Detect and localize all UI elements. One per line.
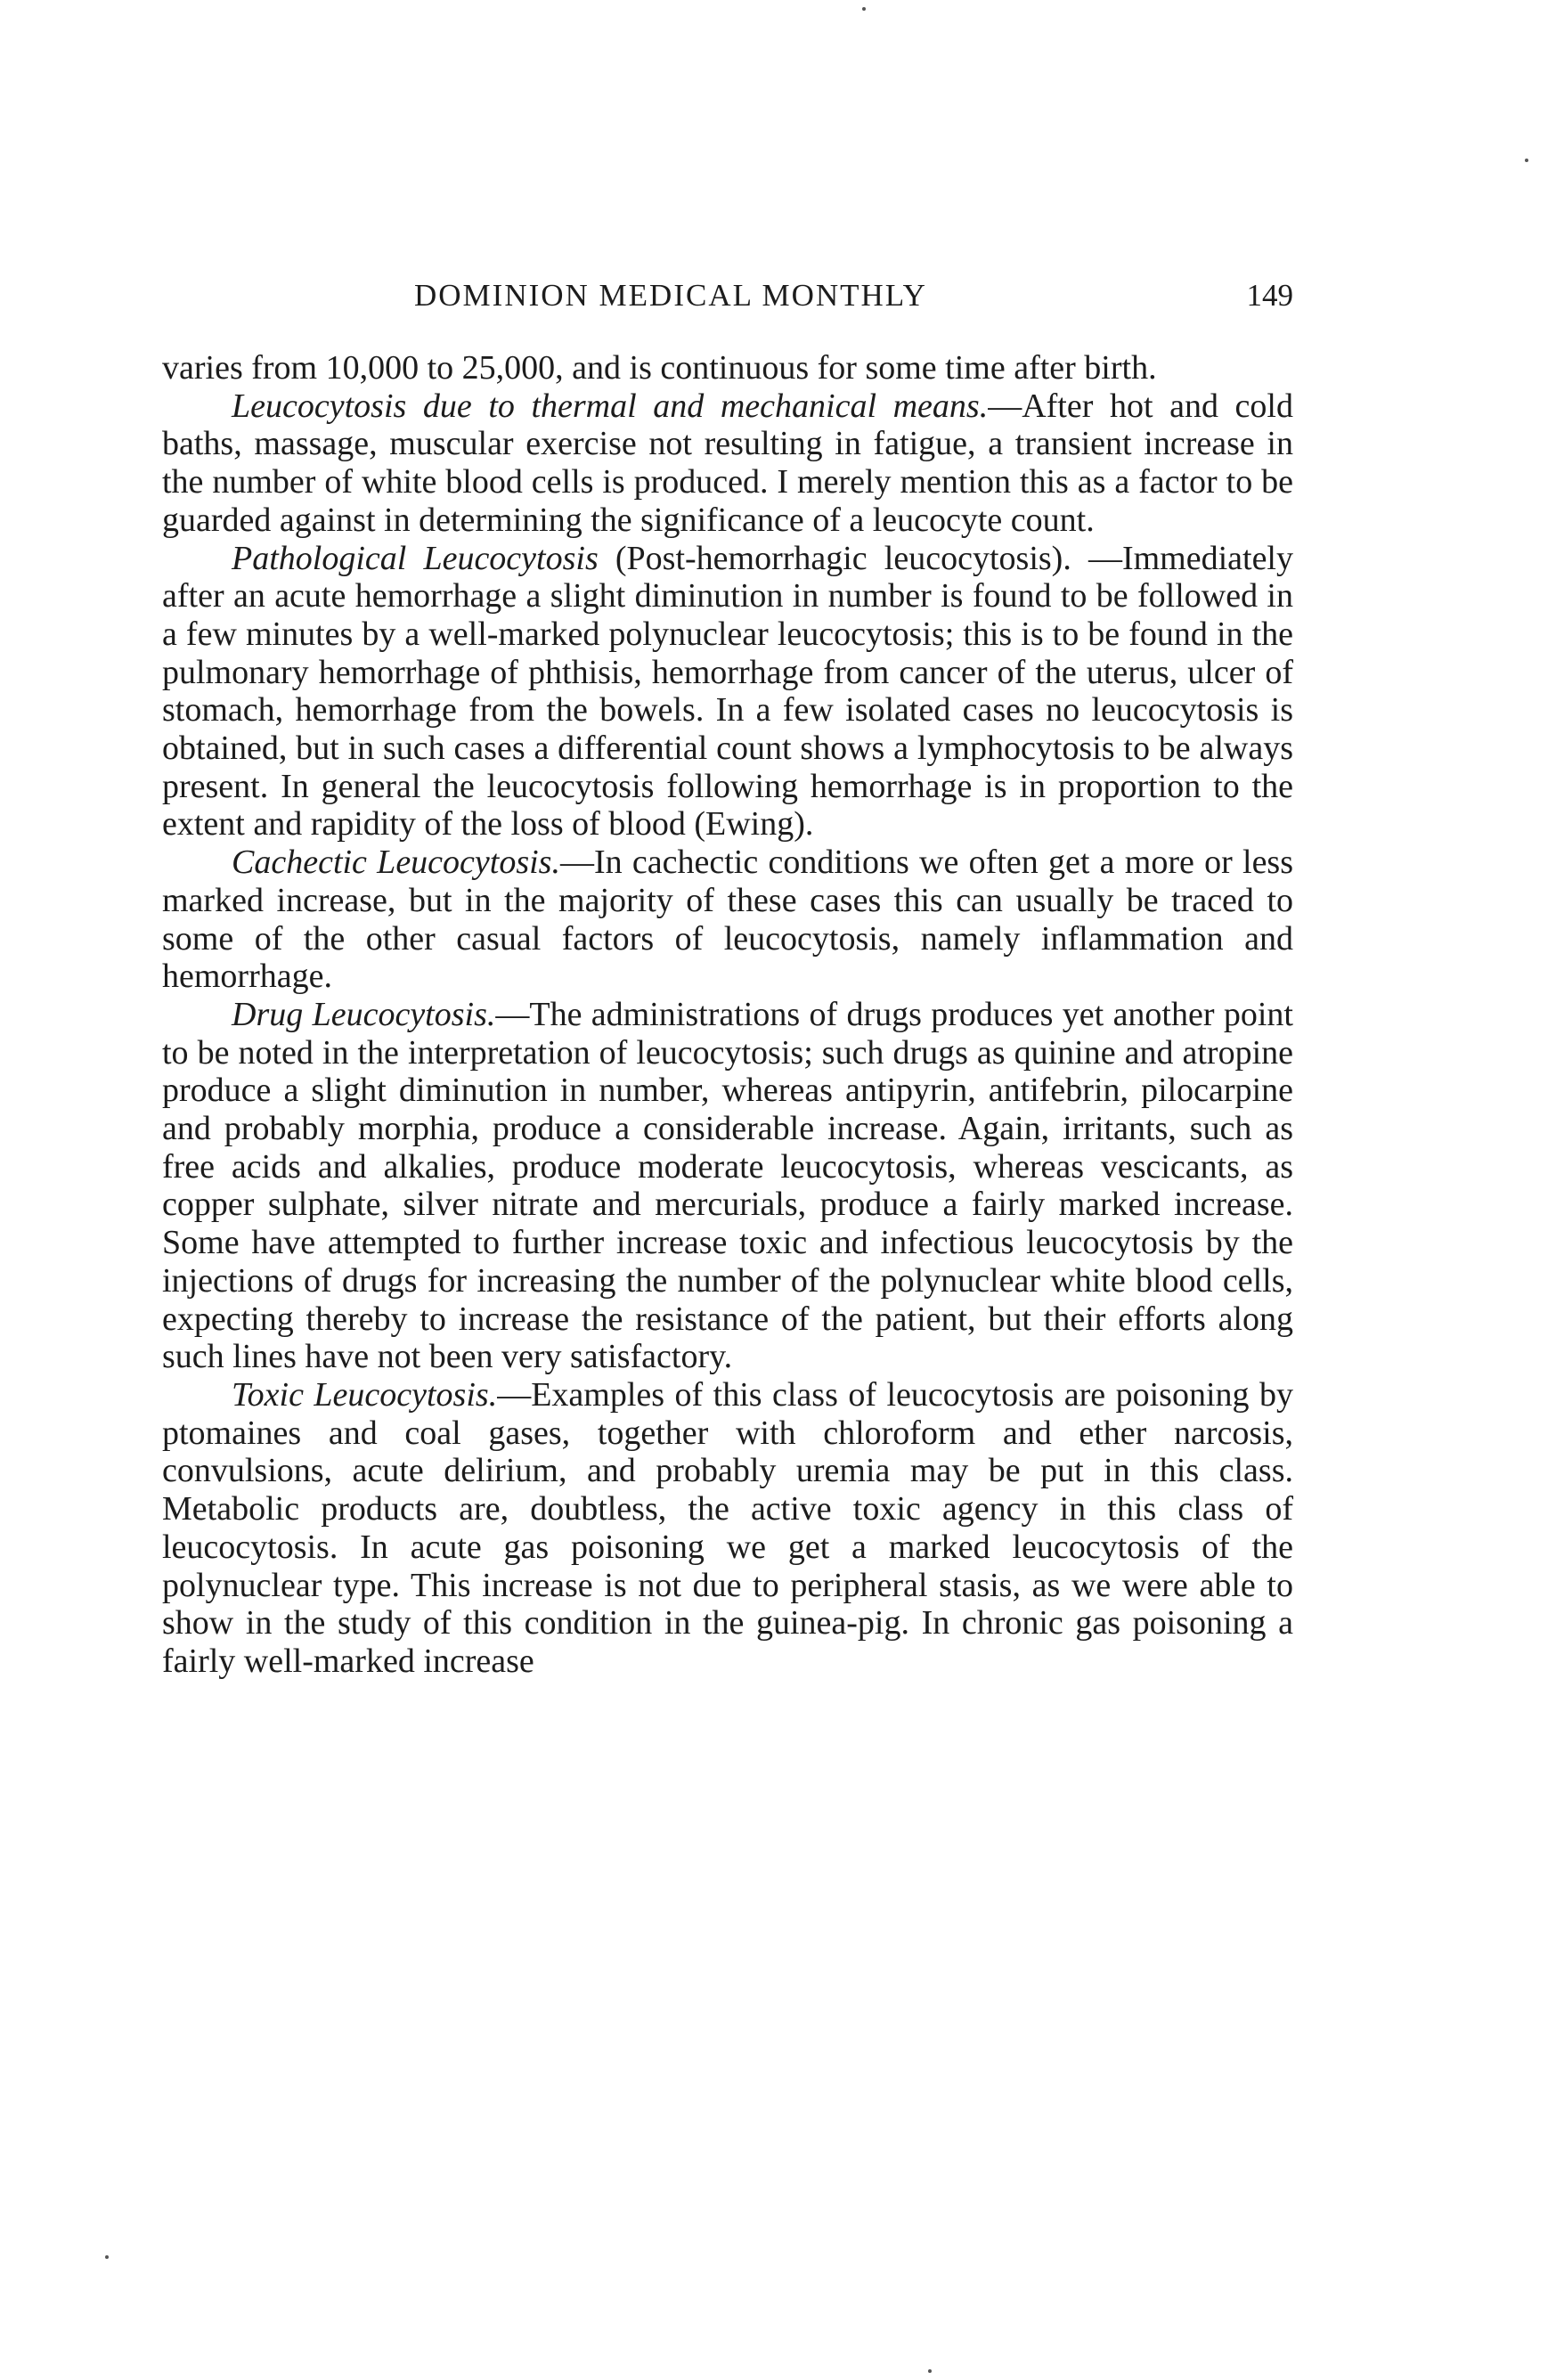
paragraph-text: (Post-hemorrhagic leucocytosis). —Immediately after an acute hemorrhage a slight diminution in number is found to be followed in a few minutes by a well-marked polynuclear leucocytosis; this is to be found in the pulmonary hemorrhage of phthisis, hemorrhage from cancer of the uterus, ulcer of stomach, hemorrhage from the bowels. In a few isolated cases no leucocytosis is obtained, but in such cases a differential count shows a lymphocytosis to be always present. In general the leucocytosis following hemorrhage is in proportion to the extent and rapidity of the loss of blood (Ewing). bbox=[162, 539, 1293, 844]
paragraph-text: varies from 10,000 to 25,000, and is continuous for some time after birth. bbox=[162, 349, 1157, 387]
paragraph-text: —Examples of this class of leucocytosis are poisoning by ptomaines and coal gases, together with chloroform and ether narcosis, convulsions, acute delirium, and probably uremia may be put in this class. Metabolic products are, doubtless, the active toxic agency in this class of leucocytosis. In acute gas poisoning we get a marked leucocytosis of the polynuclear type. This increase is not due to peripheral stasis, as we were able to show in the study of this condition in the guinea-pig. In chronic gas poisoning a fairly well-marked increase bbox=[162, 1375, 1293, 1680]
section-heading: Leucocytosis due to thermal and mechanical means. bbox=[232, 387, 989, 425]
body-text bbox=[162, 349, 1293, 1681]
section-heading: Cachectic Leucocytosis. bbox=[232, 844, 560, 882]
paragraph-text: —After hot and cold baths, massage, muscular exercise not resulting in fatigue, a transient increase in the number of white blood cells is produced. I merely mention this as a factor to be guarded against in determining the significance of a leucocyte count. bbox=[162, 387, 1293, 539]
scan-speck bbox=[928, 2369, 932, 2373]
section-heading: Pathological Leucocytosis bbox=[232, 539, 599, 577]
scan-speck bbox=[862, 7, 866, 11]
scan-speck bbox=[1525, 159, 1528, 162]
paragraph-text: —The administrations of drugs produces yet another point to be noted in the interpretation of leucocytosis; such drugs as quinine and atropine produce a slight diminution in number, whereas antipyrin, antifebrin, pilocarpine and probably morphia, produce a considerable increase. Again, irritants, such as free acids and alkalies, produce moderate leucocytosis, whereas vescicants, as copper sulphate, silver nitrate and mercurials, produce a fairly marked increase. Some have attempted to further increase toxic and infectious leucocytosis by the injections of drugs for increasing the number of the polynuclear white blood cells, expecting thereby to increase the resistance of the patient, but their efforts along such lines have not been very satisfactory. bbox=[162, 995, 1293, 1376]
paragraph-thermal-leucocytosis bbox=[162, 387, 1293, 540]
page-header bbox=[162, 278, 1293, 322]
scan-speck bbox=[105, 2255, 109, 2259]
paragraph-continuation bbox=[162, 349, 1293, 387]
paragraph-text: —In cachectic conditions we often get a more or less marked increase, but in the majority of these cases this can usually be traced to some of the other casual factors of leucocytosis, namely inflammation and hemorrhage. bbox=[162, 844, 1294, 996]
running-title: DOMINION MEDICAL MONTHLY bbox=[414, 278, 927, 313]
paragraph-pathological-leucocytosis bbox=[162, 540, 1293, 844]
section-heading: Drug Leucocytosis. bbox=[232, 995, 496, 1033]
section-heading: Toxic Leucocytosis. bbox=[232, 1375, 498, 1414]
paragraph-drug-leucocytosis bbox=[162, 996, 1293, 1376]
paragraph-cachectic-leucocytosis bbox=[162, 844, 1293, 996]
paragraph-toxic-leucocytosis bbox=[162, 1376, 1293, 1681]
page-number: 149 bbox=[1246, 278, 1293, 313]
